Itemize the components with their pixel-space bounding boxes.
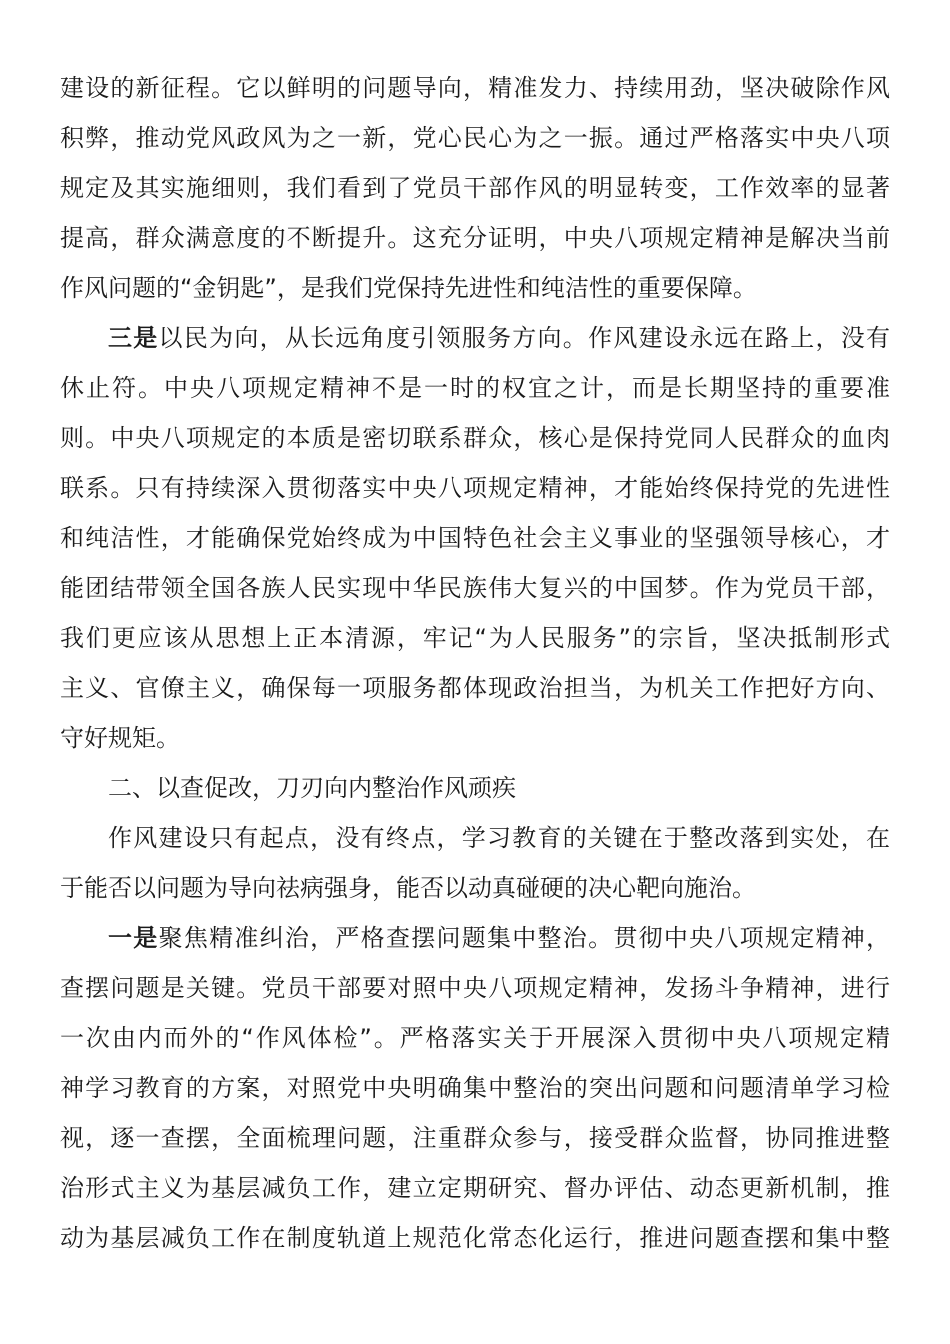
line-text: 于能否以问题为导向祛病强身，能否以动真碰硬的决心靶向施治。 — [60, 874, 756, 902]
body-line — [60, 163, 890, 213]
line-text: 一次由内而外的“作风体检”。严格落实关于开展深入贯彻中央八项规定精 — [60, 1024, 890, 1052]
line-text: 查摆问题是关键。党员干部要对照中央八项规定精神，发扬斗争精神，进行 — [60, 974, 890, 1002]
body-line — [60, 1163, 890, 1213]
line-text: 提高，群众满意度的不断提升。这充分证明，中央八项规定精神是解决当前 — [60, 224, 890, 252]
line-text: 视，逐一查摆，全面梳理问题，注重群众参与，接受群众监督，协同推进整 — [60, 1124, 890, 1152]
line-text: 休止符。中央八项规定精神不是一时的权宜之计，而是长期坚持的重要准 — [60, 374, 890, 402]
paragraph-lead: 一是 — [108, 924, 159, 952]
body-line — [60, 713, 890, 763]
body-line — [60, 213, 890, 263]
body-line — [60, 1063, 890, 1113]
body-line — [60, 113, 890, 163]
body-line — [60, 663, 890, 713]
body-line — [60, 263, 890, 313]
body-line — [60, 563, 890, 613]
line-text: 守好规矩。 — [60, 724, 180, 752]
line-text: 聚焦精准纠治，严格查摆问题集中整治。贯彻中央八项规定精神， — [158, 924, 890, 952]
body-line — [60, 363, 890, 413]
line-text: 作风问题的“金钥匙”，是我们党保持先进性和纯洁性的重要保障。 — [60, 274, 757, 302]
paragraph-lead: 三是 — [108, 324, 159, 352]
section-heading — [108, 763, 890, 813]
line-text: 作风建设只有起点，没有终点，学习教育的关键在于整改落到实处，在 — [108, 824, 890, 852]
body-line — [108, 813, 890, 863]
body-line — [60, 463, 890, 513]
line-text: 我们更应该从思想上正本清源，牢记“为人民服务”的宗旨，坚决抵制形式 — [60, 624, 890, 652]
body-line — [60, 863, 890, 913]
line-text: 则。中央八项规定的本质是密切联系群众，核心是保持党同人民群众的血肉 — [60, 424, 890, 452]
line-text: 动为基层减负工作在制度轨道上规范化常态化运行，推进问题查摆和集中整 — [60, 1224, 890, 1252]
line-text: 和纯洁性，才能确保党始终成为中国特色社会主义事业的坚强领导核心，才 — [60, 524, 890, 552]
line-text: 治形式主义为基层减负工作，建立定期研究、督办评估、动态更新机制，推 — [60, 1174, 890, 1202]
line-text: 联系。只有持续深入贯彻落实中央八项规定精神，才能始终保持党的先进性 — [60, 474, 890, 502]
body-line — [60, 513, 890, 563]
body-line — [60, 1113, 890, 1163]
body-line — [60, 613, 890, 663]
line-text: 能团结带领全国各族人民实现中华民族伟大复兴的中国梦。作为党员干部， — [60, 574, 890, 602]
line-text: 以民为向，从长远角度引领服务方向。作风建设永远在路上，没有 — [158, 324, 890, 352]
body-line — [60, 963, 890, 1013]
line-text: 建设的新征程。它以鲜明的问题导向，精准发力、持续用劲，坚决破除作风 — [60, 74, 890, 102]
body-line — [60, 63, 890, 113]
line-text: 规定及其实施细则，我们看到了党员干部作风的明显转变，工作效率的显著 — [60, 174, 890, 202]
body-line — [60, 1213, 890, 1263]
paragraph-lead-line — [108, 313, 890, 363]
line-text: 主义、官僚主义，确保每一项服务都体现政治担当，为机关工作把好方向、 — [60, 674, 890, 702]
body-line — [60, 1013, 890, 1063]
body-line — [60, 413, 890, 463]
paragraph-lead-line — [108, 913, 890, 963]
line-text: 神学习教育的方案，对照党中央明确集中整治的突出问题和问题清单学习检 — [60, 1074, 890, 1102]
section-heading-text: 二、以查促改，刀刃向内整治作风顽疾 — [108, 774, 516, 802]
line-text: 积弊，推动党风政风为之一新，党心民心为之一振。通过严格落实中央八项 — [60, 124, 890, 152]
